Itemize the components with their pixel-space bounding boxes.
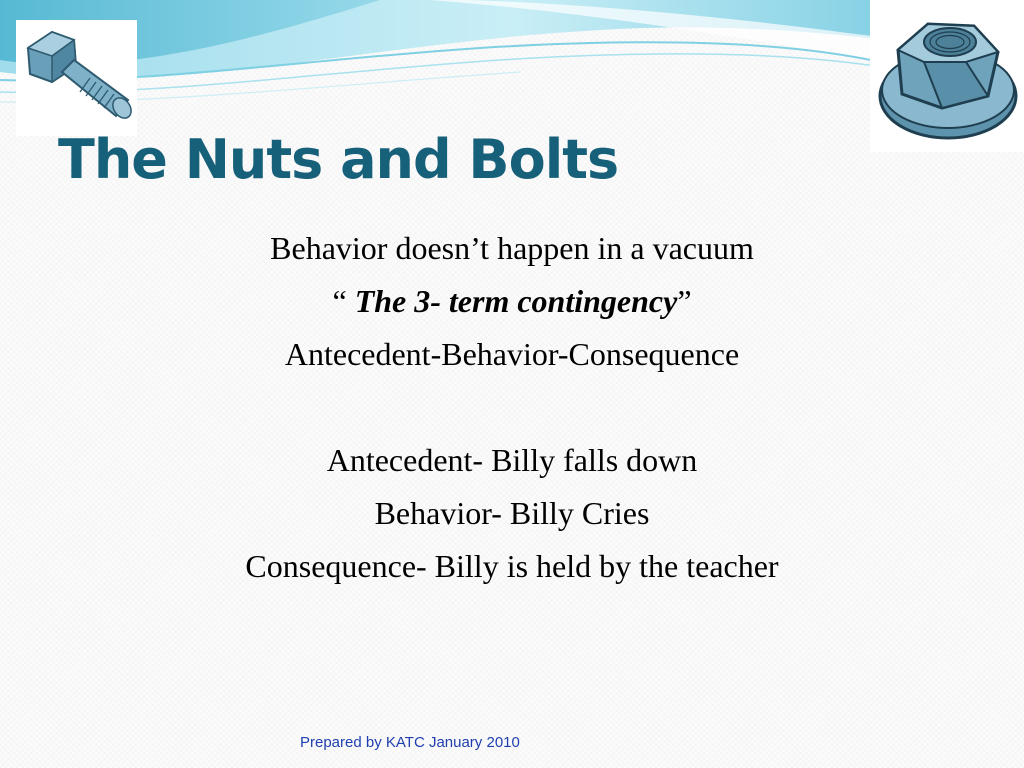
close-quote: ” [677, 283, 692, 319]
open-quote: “ [332, 283, 355, 319]
body-line-blank [150, 381, 874, 434]
bolt-image [16, 20, 137, 136]
nut-icon [870, 0, 1024, 152]
body-line-behavior: Behavior- Billy Cries [374, 495, 650, 531]
body-line-consequence: Consequence- Billy is held by the teacher [245, 548, 779, 584]
body-line-1: Behavior doesn’t happen in a vacuum [270, 230, 754, 266]
slide-footer: Prepared by KATC January 2010 [300, 734, 520, 751]
bolt-icon [16, 20, 137, 136]
slide-body [150, 222, 874, 593]
body-line-antecedent: Antecedent- Billy falls down [326, 442, 698, 478]
nut-image [870, 0, 1024, 152]
body-line-3: Antecedent-Behavior-Consequence [284, 336, 740, 372]
slide-title: The Nuts and Bolts [58, 128, 619, 191]
body-line-2 [150, 275, 874, 328]
three-term-contingency: The 3- term contingency [354, 283, 678, 319]
